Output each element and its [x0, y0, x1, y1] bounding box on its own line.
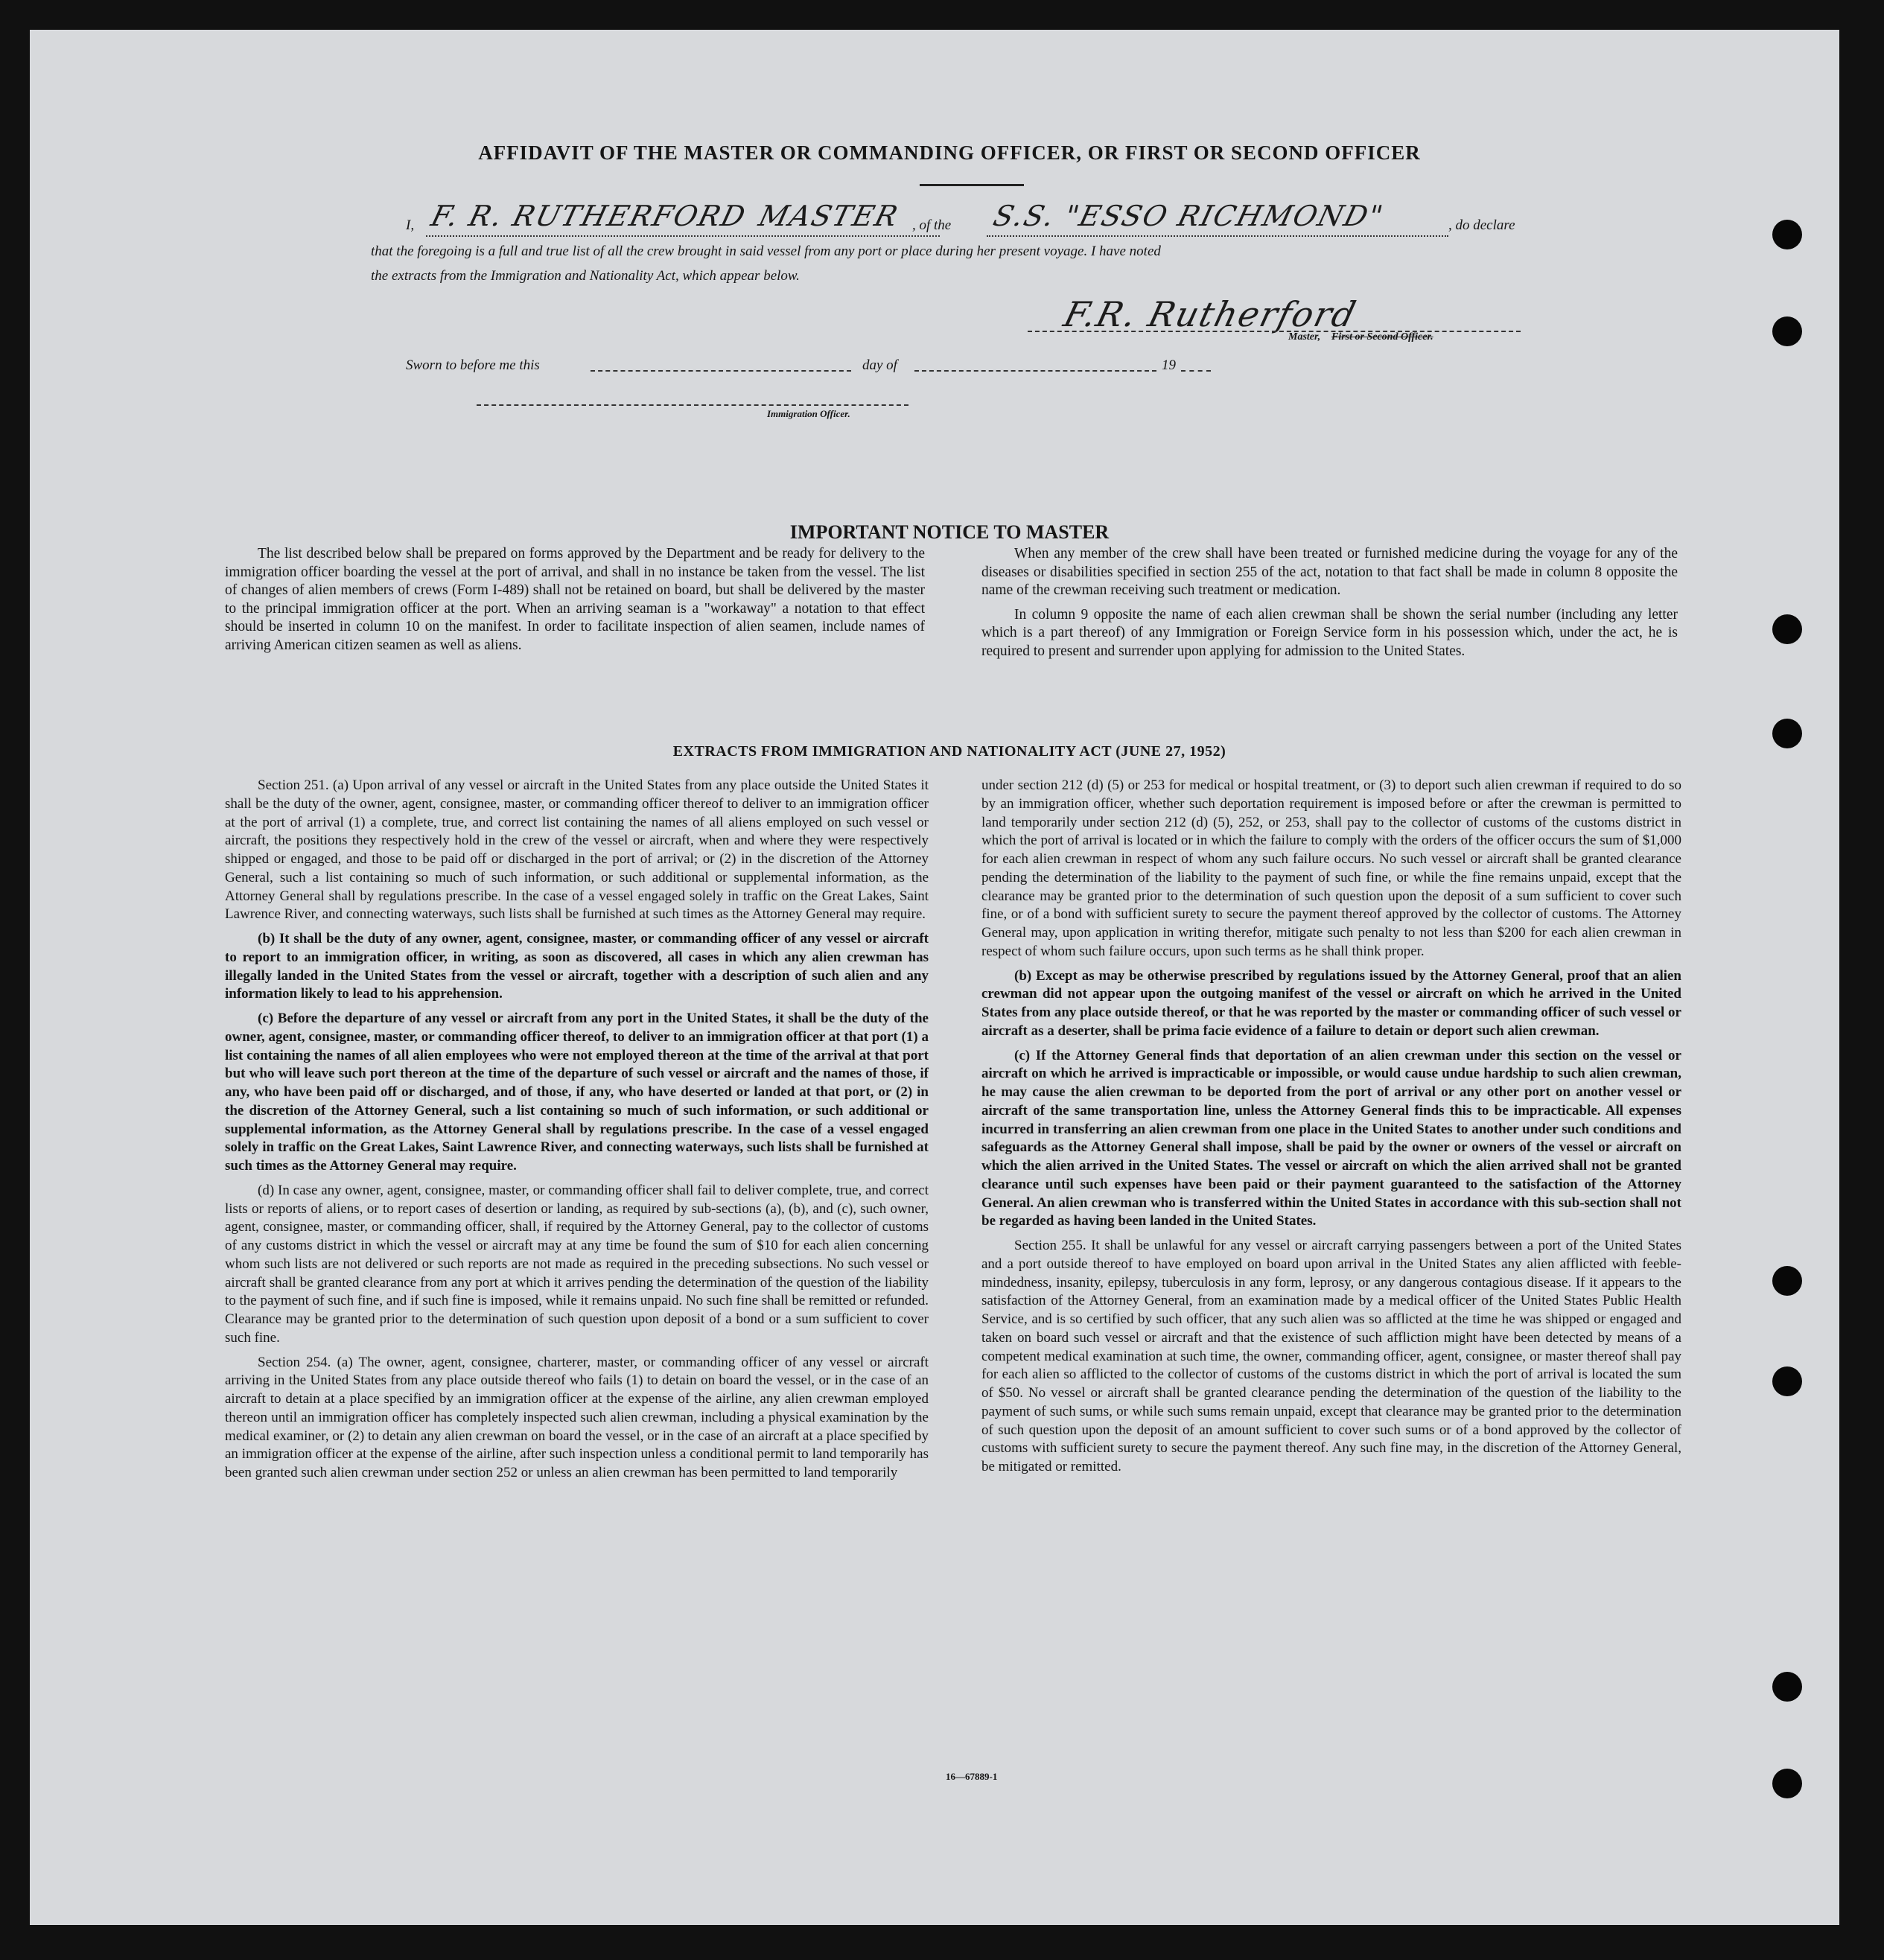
notice-title: IMPORTANT NOTICE TO MASTER: [789, 521, 1110, 543]
sworn-year-line: [1181, 370, 1211, 372]
declarant-name: F. R. RUTHERFORD: [427, 200, 750, 232]
declaration-line-1: that the foregoing is a full and true list of all the crew brought in said vessel from any port or place during her present voyage. I have noted: [371, 244, 1161, 259]
sworn-label: Sworn to before me this: [406, 357, 540, 373]
statute-paragraph: under section 212 (d) (5) or 253 for medical or hospital treatment, or (3) to deport such alien crewman if required to do so by an immigration officer, whether such deportation requirement is imposed before or after the crewman is permitted to land temporarily under section 212 (d) (5), 252, or 253, shall pay to the collector of customs of the customs district in which the port of arrival is located or in which the failure to comply with the orders of the officer occurs the sum of $1,000 for each alien crewman in respect of whom any such failure occurs. No such vessel or aircraft shall be granted clearance pending the determination of the liability to the payment of such fine, or while the fine remains unpaid, except that the clearance may be granted prior to the determination of such question upon the deposit of a sum sufficient to cover such fine, or of a bond with sufficient surety to secure the payment thereof approved by the collector of customs. The Attorney General may, upon application in writing therefor, mitigate such penalty to not less than $200 for each alien crewman in respect of whom such failure occurs, upon such terms as he shall think proper.: [981, 777, 1681, 959]
extracts-title: EXTRACTS FROM IMMIGRATION AND NATIONALITY ACT (JUNE 27, 1952): [672, 743, 1226, 760]
statute-paragraph: Section 254. (a) The owner, agent, consignee, charterer, master, or commanding officer of any vessel or aircraft arriving in the United States from any place outside thereof who fails (1) to detain on board the vessel, or in the case of an aircraft to detain at a place specified by an immigration officer at the expense of the airline, any alien crewman employed thereon until an immigration officer has completely inspected such alien crewman, including a physical examination by the medical examiner, or (2) to detain any alien crewman on board the vessel, or in the case of an aircraft at a place specified by an immigration officer at the expense of the airline, after such inspection unless a conditional permit to land temporarily has been granted such alien crewman under section 252 or unless an alien crewman has been permitted to land temporarily: [225, 1354, 929, 1480]
of-the-label: , of the: [912, 217, 952, 233]
declarant-prefix: I,: [406, 217, 415, 233]
sworn-month-line: [914, 370, 1156, 372]
declarant-title: MASTER: [755, 200, 903, 232]
officer-signature-line: [477, 404, 908, 406]
sworn-date-line: [591, 370, 851, 372]
statute-paragraph: (c) Before the departure of any vessel or aircraft from any port in the United States, it shall be the duty of the owner, agent, consignee, master, or commanding officer thereof, to deliver to an immigration officer at that port (1) a list containing the names of all alien employees who were not employed thereon at the time of the arrival at that port but who will leave such port thereon at the time of the departure of such vessel or aircraft and the names of those, if any, who have been paid off or discharged, and of those, if any, who have deserted or landed at that port, or (2) in the discretion of the Attorney General, such a list containing so much of such information, or such additional or supplemental information, as the Attorney General shall by regulations prescribe. In the case of a vessel engaged solely in traffic on the Great Lakes, Saint Lawrence River, and connecting waterways, such lists shall be furnished at such times as the Attorney General may require.: [225, 1011, 929, 1174]
extracts-right-column: [981, 777, 1681, 1483]
punch-hole: [1772, 719, 1802, 748]
statute-paragraph: Section 255. It shall be unlawful for any vessel or aircraft carrying passengers between a port of the United States and a port outside thereof to have employed on board upon arrival in the United States any alien afflicted with feeble-mindedness, insanity, epilepsy, tuberculosis in any form, leprosy, or any dangerous contagious disease. If it appears to the satisfaction of the Attorney General, from an examination made by a medical officer of the United States Public Health Service, and is so certified by such officer, that any such alien was so afflicted at the time he was shipped or engaged and taken on board such vessel or aircraft and that the existence of such affliction might have been detected by means of a competent medical examination at such time, the owner, commanding officer, agent, consignee, or master thereof shall pay for each alien so afflicted to the collector of customs of the customs district in which the port of arrival is located the sum of $50. No vessel or aircraft shall be granted clearance pending the determination of the question of the liability to the payment of such sums, or while such sums remain unpaid, except that clearance may be granted prior to the determination of such question upon the deposit of an amount sufficient to cover such sums or of a bond approved by the collector of customs with sufficient surety to secure the payment thereof. Any such fine may, in the discretion of the Attorney General, be mitigated or remitted.: [981, 1238, 1681, 1474]
notice-right-column: [981, 545, 1678, 667]
extracts-left-column: [225, 777, 929, 1489]
punch-hole: [1772, 220, 1802, 249]
notice-paragraph: When any member of the crew shall have been treated or furnished medicine during the voyage for any of the diseases or disabilities specified in section 255 of the act, notation to that fact shall be made in column 8 opposite the name of the crewman receiving such treatment or medication.: [981, 546, 1678, 599]
vessel-name-line: [987, 235, 1448, 237]
notice-paragraph: In column 9 opposite the name of each alien crewman shall be shown the serial number (including any letter which is a part thereof) of any Immigration or Foreign Service form in his possession which, under the act, he is required to present and surrender upon applying for admission to the United States.: [981, 606, 1678, 659]
punch-hole: [1772, 1769, 1802, 1798]
punch-hole: [1772, 1672, 1802, 1702]
year-label: 19: [1162, 357, 1176, 373]
punch-hole: [1772, 316, 1802, 346]
statute-paragraph: (d) In case any owner, agent, consignee, master, or commanding officer shall fail to deliver complete, true, and correct lists or reports of aliens, or to report cases of desertion or landing, as required by sub-sections (a), (b), and (c), such owner, agent, consignee, master, or commanding officer, shall, if required by the Attorney General, pay to the collector of customs of any customs district in which the vessel or aircraft may at any time be found the sum of $10 for each alien concerning whom such lists are not delivered or such reports are not made as required in the preceding subsections. No such vessel or aircraft shall be granted clearance from any port at which it arrives pending the determination of the question of the liability to the payment of such fine, and if such fine is imposed, while it remains unpaid. No such fine shall be remitted or refunded. Clearance may be granted prior to the determination of such question upon deposit of a bond or a sum sufficient to cover such fine.: [225, 1182, 929, 1346]
statute-paragraph: Section 251. (a) Upon arrival of any vessel or aircraft in the United States from any place outside the United States it shall be the duty of the owner, agent, consignee, master, or commanding officer thereof to deliver to an immigration officer at the port of arrival (1) a complete, true, and correct list containing the names of all aliens employed on such vessel or aircraft, the positions they respectively hold in the crew of the vessel or aircraft, when and where they were respectively shipped or engaged, and those to be paid off or discharged in the port of arrival; or (2) in the discretion of the Attorney General, such a list containing so much of such information, or such additional or supplemental information, as the Attorney General shall by regulations prescribe. In the case of a vessel engaged solely in traffic on the Great Lakes, Saint Lawrence River, and connecting waterways, such lists shall be furnished at such times as the Attorney General may require.: [225, 777, 929, 923]
signer-caption-struck: First or Second Officer.: [1331, 331, 1433, 343]
signature-line: [1028, 331, 1521, 332]
statute-paragraph: (b) It shall be the duty of any owner, agent, consignee, master, or commanding officer of any vessel or aircraft to report to an immigration officer, in writing, as soon as discovered, all cases in which any alien crewman has illegally landed in the United States from the vessel or aircraft, together with a description of such alien and any information likely to lead to his apprehension.: [225, 931, 929, 1002]
notice-left-column: [225, 545, 925, 661]
document-page: [30, 30, 1839, 1925]
form-code: 16—67889-1: [946, 1771, 998, 1782]
notice-paragraph: The list described below shall be prepared on forms approved by the Department and be ready for delivery to the immigration officer boarding the vessel at the port of arrival, and shall in no instance be taken from the vessel. The list of changes of alien members of crews (Form I-489) shall not be retained on board, but shall be delivered by the master to the principal immigration officer at the port. When an arriving seaman is a "workaway" a notation to that effect should be inserted in column 10 on the manifest. In order to facilitate inspection of alien seamen, include names of arriving American citizen seamen as well as aliens.: [225, 546, 925, 653]
signer-caption-master: Master,: [1288, 331, 1321, 343]
officer-caption: Immigration Officer.: [767, 408, 850, 419]
statute-paragraph: (c) If the Attorney General finds that deportation of an alien crewman under this section on the vessel or aircraft on which he arrived is impracticable or impossible, or would cause undue hardship to such alien crewman, he may cause the alien crewman to be deported from the port of arrival or any other port on another vessel or aircraft of the same transportation line, unless the Attorney General finds this to be impracticable. All expenses incurred in transferring an alien crewman from one place in the United States to another under such conditions and safeguards as the Attorney General shall impose, shall be paid by the owner or owners of the vessel or aircraft on which the alien arrived in the United States. The vessel or aircraft on which the alien arrived shall not be granted clearance until such expenses have been paid or their payment guaranteed to the satisfaction of the Attorney General. An alien crewman who is transferred within the United States in accordance with this sub-section shall not be regarded as having been landed in the United States.: [981, 1047, 1681, 1229]
punch-hole: [1772, 614, 1802, 644]
punch-hole: [1772, 1266, 1802, 1296]
title-divider: [920, 184, 1024, 186]
declarant-name-line: [426, 235, 940, 237]
day-of-label: day of: [862, 357, 897, 373]
affidavit-title: AFFIDAVIT OF THE MASTER OR COMMANDING OFFICER, OR FIRST OR SECOND OFFICER: [478, 141, 1421, 164]
punch-hole: [1772, 1366, 1802, 1396]
vessel-name: S.S. "ESSO RICHMOND": [990, 200, 1388, 232]
statute-paragraph: (b) Except as may be otherwise prescribed by regulations issued by the Attorney General, proof that an alien crewman did not appear upon the outgoing manifest of the vessel or aircraft on which he arrived in the United States from any place outside thereof, or that he was reported by the master or commanding officer of such vessel or aircraft as a deserter, shall be prima facie evidence of a failure to detain or deport such alien crewman.: [981, 967, 1681, 1039]
master-signature: F.R. Rutherford: [1060, 294, 1361, 334]
do-declare-label: , do declare: [1448, 217, 1515, 233]
declaration-line-2: the extracts from the Immigration and Nationality Act, which appear below.: [371, 268, 800, 284]
